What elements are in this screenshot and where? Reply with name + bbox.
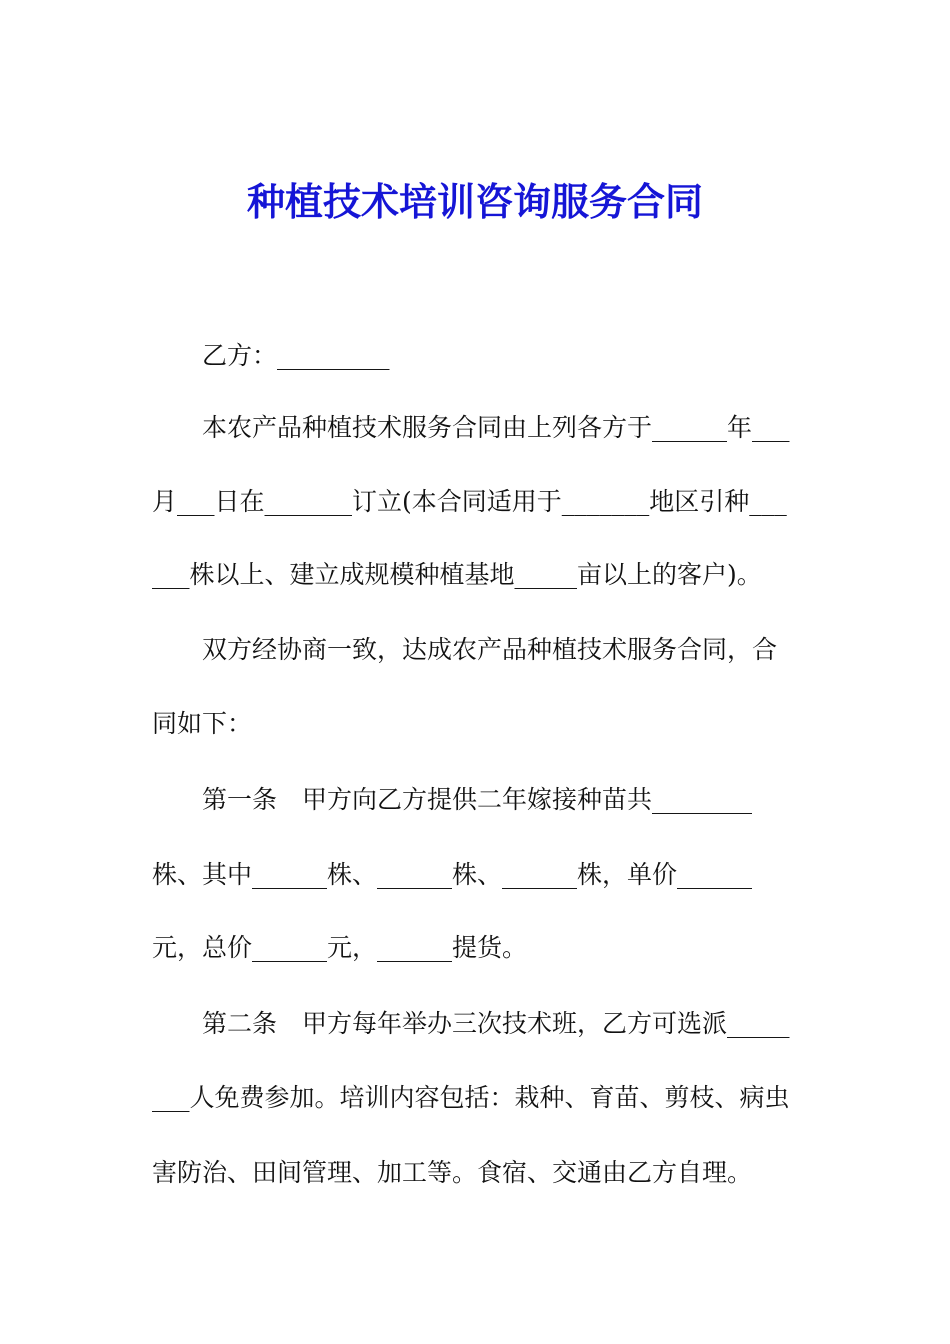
- article-one-line: 株、其中______株、______株、______株，单价______: [152, 860, 753, 889]
- article-two-line: ___人免费参加。培训内容包括：栽种、育苗、剪枝、病虫: [152, 1083, 790, 1112]
- paragraph-line: 同如下：: [152, 709, 253, 738]
- party-b-line: 乙方：_________: [202, 341, 390, 370]
- article-one-line: 元，总价______元，______提货。: [152, 933, 528, 962]
- article-two-line: 第二条 甲方每年举办三次技术班，乙方可选派_____: [202, 1009, 790, 1038]
- paragraph-line: 本农产品种植技术服务合同由上列各方于______年___: [202, 413, 790, 442]
- article-two-line: 害防治、田间管理、加工等。食宿、交通由乙方自理。: [152, 1158, 753, 1187]
- paragraph-line: ___株以上、建立成规模种植基地_____亩以上的客户)。: [152, 560, 762, 589]
- article-one-line: 第一条 甲方向乙方提供二年嫁接种苗共________: [202, 785, 753, 814]
- paragraph-line: 月___日在_______订立(本合同适用于_______地区引种___: [152, 487, 787, 516]
- paragraph-line: 双方经协商一致，达成农产品种植技术服务合同，合: [202, 635, 778, 664]
- document-title: 种植技术培训咨询服务合同: [246, 179, 703, 224]
